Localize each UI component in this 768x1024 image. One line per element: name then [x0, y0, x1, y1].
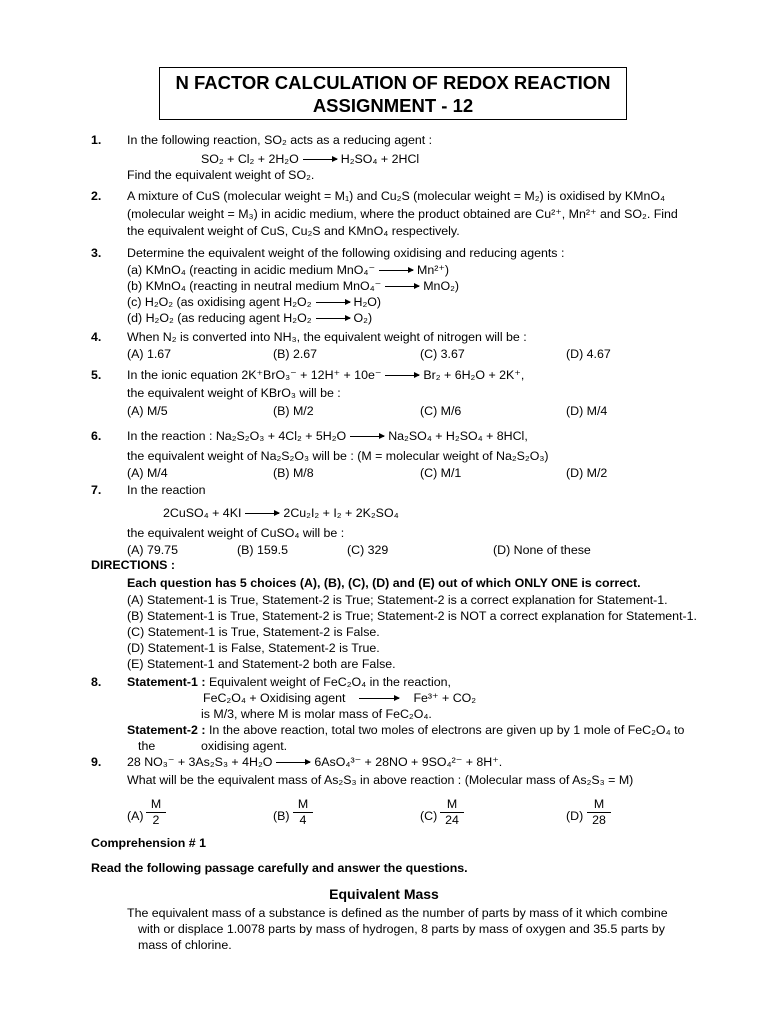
q4-option: (B) 2.67 — [273, 347, 318, 361]
q1-ask: Find the equivalent weight of SO₂. — [127, 168, 315, 182]
directions-choice: (C) Statement-1 is True, Statement-2 is False. — [127, 625, 380, 639]
q9-option-label: (A) — [127, 809, 144, 823]
q4-text: When N₂ is converted into NH₃, the equivalent weight of nitrogen will be : — [127, 330, 527, 344]
q6-text-left: In the reaction : Na₂S₂O₃ + 4Cl₂ + 5H₂O — [127, 429, 347, 443]
q5-ask: the equivalent weight of KBrO₃ will be : — [127, 386, 341, 400]
q9-eq-left: 28 NO₃⁻ + 3As₂S₃ + 4H₂O — [127, 755, 273, 769]
q3-a-right: Mn²⁺) — [417, 263, 450, 277]
directions-choice: (A) Statement-1 is True, Statement-2 is True; Statement-2 is a correct explanation for Statement-1. — [127, 593, 668, 607]
q9-option-fraction — [293, 798, 313, 827]
reaction-arrow-icon — [316, 302, 350, 303]
q8-statement-2-cont-a: the — [138, 739, 156, 753]
q6-ask: the equivalent weight of Na₂S₂O₃ will be : (M = molecular weight of Na₂S₂O₃) — [127, 449, 549, 463]
reaction-arrow-icon — [316, 318, 350, 319]
q1-eq-left: SO₂ + Cl₂ + 2H₂O — [201, 152, 299, 166]
q3-d-left: (d) H₂O₂ (as reducing agent H₂O₂ — [127, 311, 312, 325]
q7-eq-left: 2CuSO₄ + 4KI — [163, 506, 242, 520]
reaction-arrow-icon — [303, 159, 337, 160]
q9-option-label: (B) — [273, 809, 290, 823]
q8-statement-2 — [127, 722, 684, 738]
q7-eq-right: 2Cu₂I₂ + I₂ + 2K₂SO₄ — [283, 506, 399, 520]
q5-text-right: Br₂ + 6H₂O + 2K⁺, — [423, 368, 525, 382]
q7-text: In the reaction — [127, 483, 206, 497]
q8-eq-right: Fe³⁺ + CO₂ — [413, 691, 477, 705]
q8-statement-1-cont: is M/3, where M is molar mass of FeC₂O₄. — [201, 707, 432, 721]
q3-a-left: (a) KMnO₄ (reacting in acidic medium MnO₄⁻ — [127, 263, 376, 277]
comprehension-heading: Comprehension # 1 — [91, 836, 206, 850]
fraction-denominator: 4 — [299, 813, 307, 827]
q1-text: In the following reaction, SO₂ acts as a reducing agent : — [127, 133, 433, 147]
fraction-numerator: M — [297, 797, 309, 811]
statement-1-text: Equivalent weight of FeC₂O₄ in the reaction, — [205, 675, 451, 689]
question-number-9: 9. — [91, 755, 102, 769]
q6-option: (A) M/4 — [127, 466, 168, 480]
directions-choice: (B) Statement-1 is True, Statement-2 is True; Statement-2 is NOT a correct explanation for Statement-1. — [127, 609, 697, 623]
q4-option: (C) 3.67 — [420, 347, 465, 361]
q1-equation — [201, 151, 419, 167]
q2-line-2: (molecular weight = M₃) in acidic medium, where the product obtained are Cu²⁺, Mn²⁺ and SO₂. Find — [127, 207, 678, 221]
question-number-4: 4. — [91, 330, 102, 344]
q3-option-a — [127, 262, 449, 278]
q3-text: Determine the equivalent weight of the following oxidising and reducing agents : — [127, 246, 565, 260]
question-number-5: 5. — [91, 368, 102, 382]
q5-text-left: In the ionic equation 2K⁺BrO₃⁻ + 12H⁺ + 10e⁻ — [127, 368, 382, 382]
question-number-6: 6. — [91, 429, 102, 443]
passage-line-3: mass of chlorine. — [138, 938, 232, 952]
q4-option: (A) 1.67 — [127, 347, 172, 361]
directions-choice: (E) Statement-1 and Statement-2 both are False. — [127, 657, 396, 671]
q3-d-right: O₂) — [353, 311, 373, 325]
q7-option: (A) 79.75 — [127, 543, 178, 557]
fraction-denominator: 2 — [152, 813, 160, 827]
q1-eq-right: H₂SO₄ + 2HCl — [340, 152, 420, 166]
reaction-arrow-icon — [385, 375, 419, 376]
fraction-numerator: M — [150, 797, 162, 811]
q3-c-left: (c) H₂O₂ (as oxidising agent H₂O₂ — [127, 295, 312, 309]
section-subheading: Equivalent Mass — [329, 886, 439, 902]
reaction-arrow-icon — [276, 762, 310, 763]
reaction-arrow-icon — [350, 436, 384, 437]
comprehension-instruction: Read the following passage carefully and answer the questions. — [91, 861, 468, 875]
fraction-numerator: M — [593, 797, 605, 811]
q5-option: (A) M/5 — [127, 404, 168, 418]
q9-option-fraction — [587, 798, 611, 827]
q7-option: (C) 329 — [347, 543, 389, 557]
question-number-8: 8. — [91, 675, 102, 689]
fraction-denominator: 28 — [592, 813, 606, 827]
q5-text — [127, 367, 524, 383]
fraction-denominator: 24 — [445, 813, 459, 827]
title-line-1: N FACTOR CALCULATION OF REDOX REACTION — [175, 72, 611, 93]
directions-heading: DIRECTIONS : — [91, 558, 175, 572]
passage-line-2: with or displace 1.0078 parts by mass of hydrogen, 8 parts by mass of oxygen and 35.5 parts by — [138, 922, 665, 936]
reaction-arrow-icon — [359, 698, 399, 699]
q7-option: (D) None of these — [493, 543, 591, 557]
q7-option: (B) 159.5 — [237, 543, 288, 557]
q3-c-right: H₂O) — [353, 295, 382, 309]
passage-line-1: The equivalent mass of a substance is defined as the number of parts by mass of it which combine — [127, 906, 668, 920]
reaction-arrow-icon — [245, 513, 279, 514]
q6-text — [127, 428, 528, 444]
statement-2-label: Statement-2 : — [127, 723, 206, 737]
q9-option-fraction — [146, 798, 166, 827]
statement-1-label: Statement-1 : — [127, 675, 206, 689]
q7-ask: the equivalent weight of CuSO₄ will be : — [127, 526, 345, 540]
q6-option: (D) M/2 — [566, 466, 608, 480]
q6-text-right: Na₂SO₄ + H₂SO₄ + 8HCl, — [388, 429, 528, 443]
q2-line-1: A mixture of CuS (molecular weight = M₁) and Cu₂S (molecular weight = M₂) is oxidised by KMnO₄ — [127, 189, 666, 203]
reaction-arrow-icon — [385, 286, 419, 287]
question-number-3: 3. — [91, 246, 102, 260]
question-number-2: 2. — [91, 189, 102, 203]
q3-b-right: MnO₂) — [423, 279, 460, 293]
q8-statement-2-cont-b: oxidising agent. — [201, 739, 288, 753]
q9-eq-right: 6AsO₄³⁻ + 28NO + 9SO₄²⁻ + 8H⁺. — [314, 755, 503, 769]
title-line-2: ASSIGNMENT - 12 — [312, 95, 474, 116]
q6-option: (C) M/1 — [420, 466, 462, 480]
q7-equation — [163, 505, 399, 521]
q9-option-label: (C) — [420, 809, 438, 823]
statement-2-text: In the above reaction, total two moles of electrons are given up by 1 mole of FeC₂O₄ to — [205, 723, 685, 737]
q6-option: (B) M/8 — [273, 466, 314, 480]
q9-ask: What will be the equivalent mass of As₂S₃ in above reaction : (Molecular mass of As₂S₃ = M) — [127, 773, 634, 787]
directions-rule: Each question has 5 choices (A), (B), (C), (D) and (E) out of which ONLY ONE is correct. — [127, 576, 641, 590]
question-number-7: 7. — [91, 483, 102, 497]
q8-statement-1 — [127, 674, 451, 690]
q9-option-fraction — [440, 798, 464, 827]
question-number-1: 1. — [91, 133, 102, 147]
q4-option: (D) 4.67 — [566, 347, 611, 361]
q8-equation — [203, 690, 476, 706]
q8-eq-left: FeC₂O₄ + Oxidising agent — [203, 691, 346, 705]
q3-b-left: (b) KMnO₄ (reacting in neutral medium MnO₄⁻ — [127, 279, 382, 293]
q5-option: (D) M/4 — [566, 404, 608, 418]
q3-option-b — [127, 278, 459, 294]
q9-option-label: (D) — [566, 809, 584, 823]
q9-equation — [127, 754, 502, 770]
reaction-arrow-icon — [379, 270, 413, 271]
directions-choice: (D) Statement-1 is False, Statement-2 is True. — [127, 641, 380, 655]
q5-option: (B) M/2 — [273, 404, 314, 418]
assignment-title-box — [159, 67, 627, 120]
q5-option: (C) M/6 — [420, 404, 462, 418]
q3-option-d — [127, 310, 372, 326]
fraction-numerator: M — [446, 797, 458, 811]
q2-line-3: the equivalent weight of CuS, Cu₂S and KMnO₄ respectively. — [127, 224, 460, 238]
q3-option-c — [127, 294, 381, 310]
